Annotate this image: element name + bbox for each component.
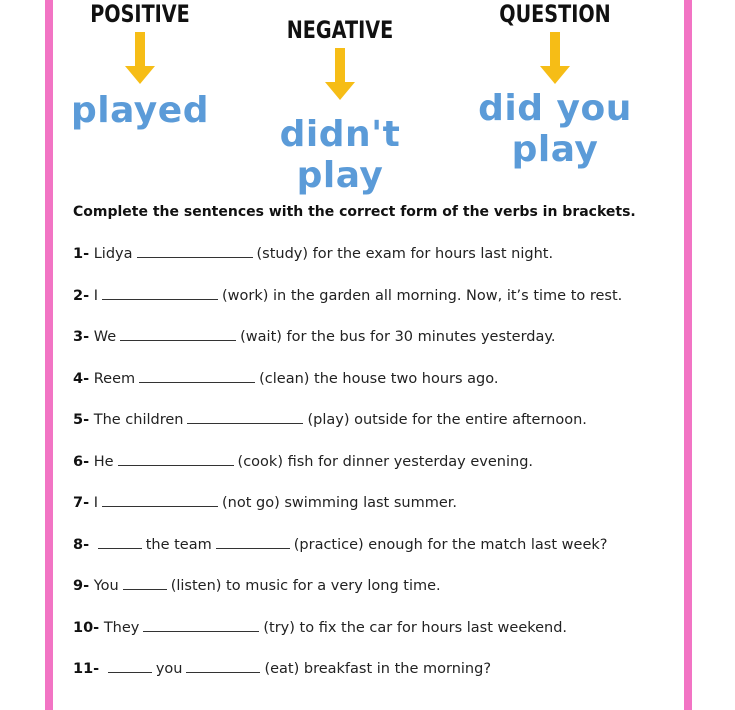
sentence-text: I [93,495,98,511]
sentence-row [73,287,622,304]
positive-column [70,0,210,131]
sentence-row [73,536,607,553]
sentence-text: (play) outside for the entire afternoon. [307,412,587,428]
sentence-text: I [93,287,98,304]
sentence-number: 8- [73,536,90,553]
sentence-number: 5- [73,412,90,428]
sentence-text: (study) for the exam for hours last night. [256,246,554,262]
answer-blank[interactable] [186,660,260,673]
positive-form: played [71,90,209,131]
sentence-number: 6- [73,453,90,470]
sentence-text: The children [93,412,184,428]
negative-form: didn't play [279,114,401,196]
sentence-number: 2- [73,287,90,304]
sentence-text: We [93,329,117,345]
answer-blank[interactable] [139,370,255,383]
sentence-text: (practice) enough for the match last week? [293,536,608,553]
sentence-text: (not go) swimming last summer. [222,495,457,511]
arrow-down-icon [325,48,355,108]
negative-column [240,16,440,196]
sentence-row [73,328,556,345]
sentence-text: (try) to fix the car for hours last weekend. [263,619,568,636]
arrow-down-icon [125,32,155,92]
answer-blank[interactable] [118,453,234,466]
answer-blank[interactable] [120,328,236,341]
question-column [445,0,665,170]
answer-blank[interactable] [108,660,152,673]
sentence-number: 4- [73,370,90,387]
answer-blank[interactable] [216,536,290,549]
sentence-text: He [93,453,114,470]
sentence-text: (cook) fish for dinner yesterday evening. [237,453,534,470]
sentence-row [73,453,533,470]
instruction: Complete the sentences with the correct form of the verbs in brackets. [73,204,636,220]
sentence-row [73,370,499,387]
sentence-number: 1- [73,246,90,262]
answer-blank[interactable] [137,245,253,258]
sentence-text: (work) in the garden all morning. Now, it’s time to rest. [222,287,623,304]
sentence-text: Reem [93,370,136,387]
sentence-number: 3- [73,329,90,345]
sentence-text: You [93,578,119,594]
sentence-row [73,660,491,677]
sentence-row [73,577,441,594]
sentence-row [73,619,567,636]
question-form: did you play [478,88,632,170]
answer-blank[interactable] [102,287,218,300]
answer-blank[interactable] [187,411,303,424]
sentence-text: (wait) for the bus for 30 minutes yesterday. [240,329,556,345]
sentence-number: 10- [73,619,100,636]
sentence-text: the team [145,536,212,553]
sentence-number: 7- [73,495,90,511]
answer-blank[interactable] [143,619,259,632]
sentence-text: They [103,619,140,636]
sentence-number: 11- [73,661,100,677]
sentence-row [73,245,553,262]
positive-heading: POSITIVE [90,0,190,28]
sentence-row [73,411,587,428]
sentence-text: you [155,661,183,677]
sentence-text: (listen) to music for a very long time. [170,578,441,594]
answer-blank[interactable] [123,577,167,590]
negative-heading: NEGATIVE [286,16,394,44]
sentence-text: Lidya [93,246,133,262]
answer-blank[interactable] [102,494,218,507]
sentence-text: (eat) breakfast in the morning? [264,661,492,677]
sentence-number: 9- [73,578,90,594]
question-heading: QUESTION [499,0,611,28]
arrow-down-icon [540,32,570,92]
sentence-row [73,494,457,511]
sentence-text: (clean) the house two hours ago. [259,370,499,387]
answer-blank[interactable] [98,536,142,549]
